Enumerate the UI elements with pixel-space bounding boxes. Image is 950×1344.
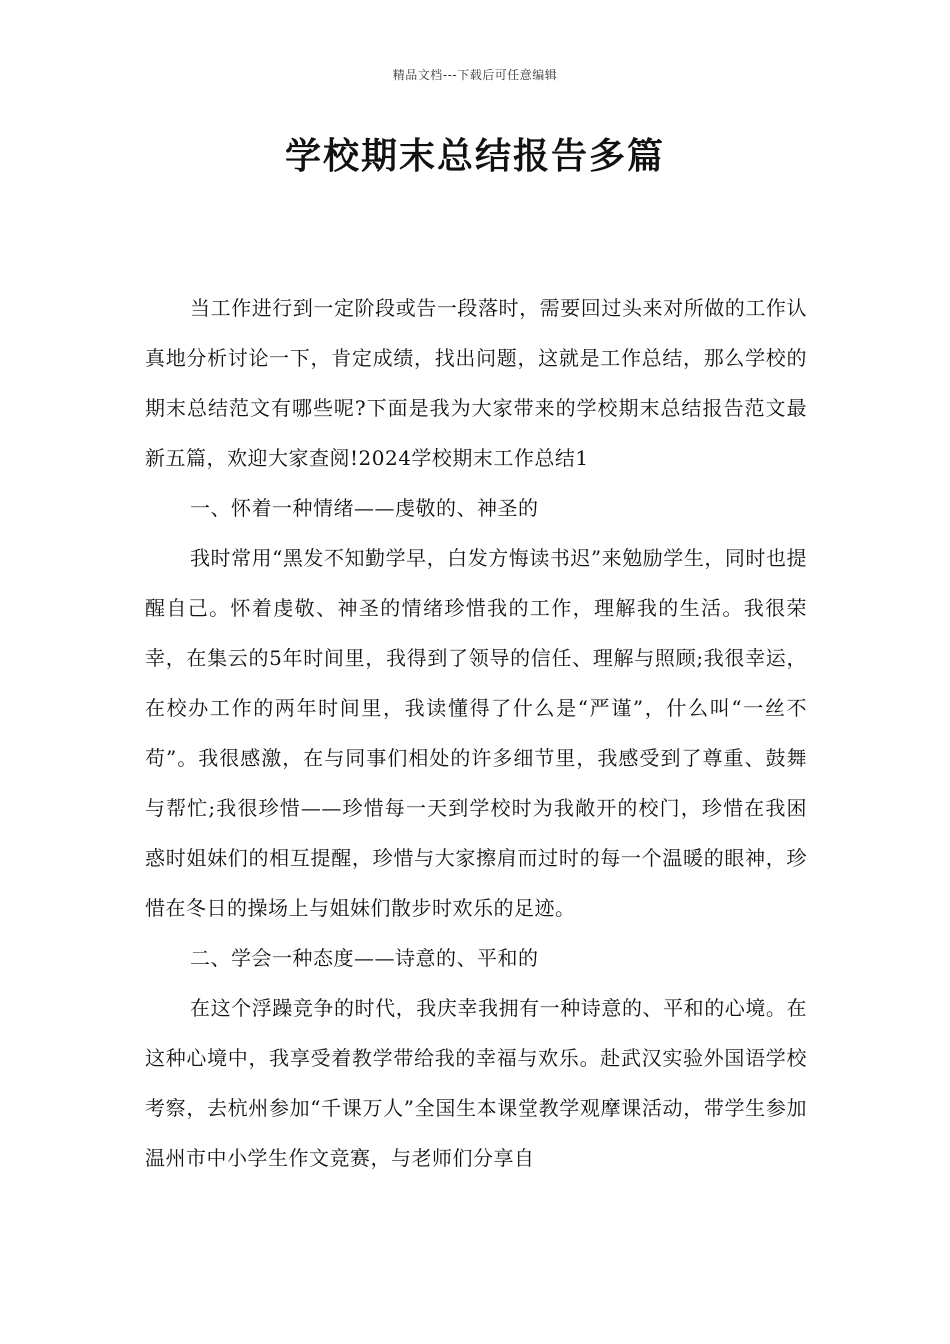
section-heading-1: 一、怀着一种情绪——虔敬的、神圣的 (190, 496, 539, 520)
body-paragraph-1: 我时常用“黑发不知勤学早，白发方悔读书迟”来勉励学生，同时也提醒自己。怀着虔敬、神圣的情绪珍惜我的工作，理解我的生活。我很荣幸，在集云的5年时间里，我得到了领导的信任、理解与照顾;我很幸运，在校办工作的两年时间里，我读懂得了什么是“严谨”，什么叫“一丝不苟”。我很感激，在与同事们相处的许多细节里，我感受到了尊重、鼓舞与帮忙;我很珍惜——珍惜每一天到学校时为我敞开的校门，珍惜在我困惑时姐妹们的相互提醒，珍惜与大家擦肩而过时的每一个温暖的眼神，珍惜在冬日的操场上与姐妹们散步时欢乐的足迹。 (145, 546, 807, 920)
document-body (145, 283, 807, 1183)
intro-paragraph: 当工作进行到一定阶段或告一段落时，需要回过头来对所做的工作认真地分析讨论一下，肯定成绩，找出问题，这就是工作总结，那么学校的期末总结范文有哪些呢?下面是我为大家带来的学校期末总结报告范文最新五篇，欢迎大家查阅!2024学校期末工作总结1 (145, 296, 807, 470)
body-paragraph-2: 在这个浮躁竞争的时代，我庆幸我拥有一种诗意的、平和的心境。在这种心境中，我享受着教学带给我的幸福与欢乐。赴武汉实验外国语学校考察，去杭州参加“千课万人”全国生本课堂教学观摩课活动，带学生参加温州市中小学生作文竞赛，与老师们分享自 (145, 996, 807, 1170)
document-title: 学校期末总结报告多篇 (284, 136, 665, 177)
header-note: 精品文档---下载后可任意编辑 (392, 68, 558, 82)
section-heading-2: 二、学会一种态度——诗意的、平和的 (190, 946, 539, 970)
